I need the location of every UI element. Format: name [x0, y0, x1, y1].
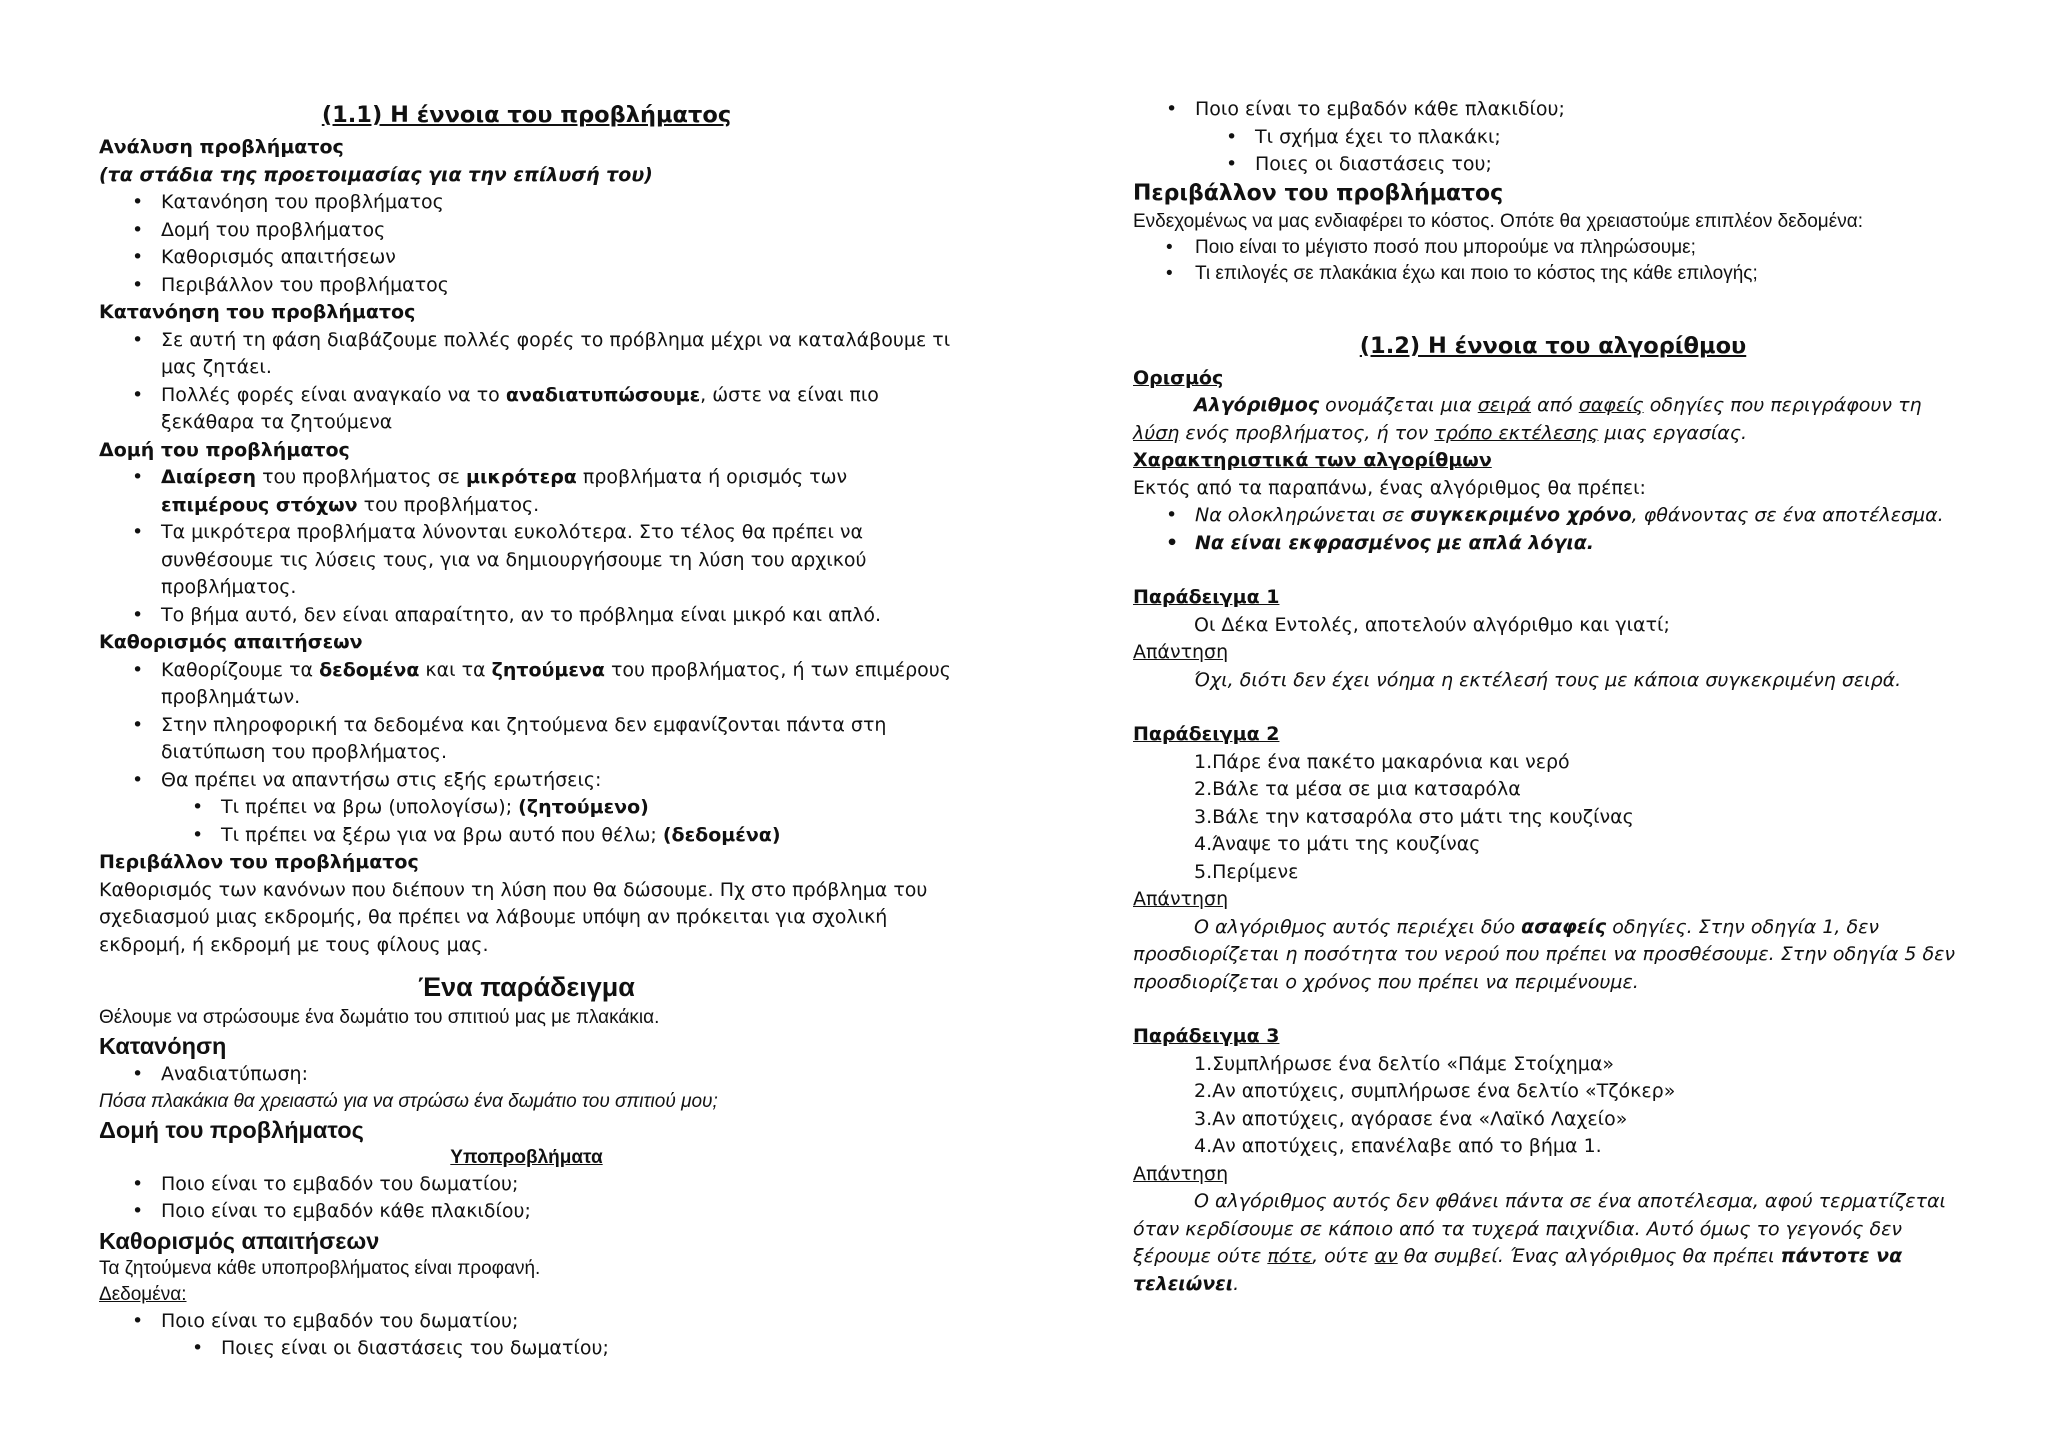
spacer: [1133, 557, 1973, 584]
text: .: [1233, 1272, 1240, 1295]
characteristics-heading: Χαρακτηριστικά των αλγορίθμων: [1133, 449, 1492, 471]
example-2-step: 1.Πάρε ένα πακέτο μακαρόνια και νερό: [1194, 750, 1570, 773]
text: και τα: [419, 658, 492, 681]
text: Ο αλγόριθμος αυτός δεν φθάνει πάντα σε ένα αποτέλεσμα, αφού τερματίζεται όταν κερδίσουμε σε κάποιο από τα τυχερά παιχνίδια. Αυτό όμως το γεγονός δεν ξέρουμε ούτε: [1133, 1190, 1946, 1267]
answer-label: Απάντηση: [1133, 888, 1229, 910]
example-3-step: 1.Συμπλήρωσε ένα δελτίο «Πάμε Στοίχημα»: [1194, 1052, 1614, 1075]
example-understanding-heading: Κατανόηση: [99, 1033, 227, 1059]
text: Ο αλγόριθμος αυτός περιέχει δύο: [1194, 915, 1522, 938]
subproblems-list: [99, 1171, 954, 1226]
example-2-answer: [1133, 914, 1973, 997]
bold-term: συγκεκριμένο χρόνο: [1410, 504, 1632, 526]
example-1-text: Οι Δέκα Εντολές, αποτελούν αλγόριθμο και γιατί;: [1194, 613, 1670, 636]
subproblems-heading: Υποπροβλήματα: [450, 1146, 603, 1168]
underlined-term: αν: [1374, 1245, 1398, 1267]
underlined-term: λύση: [1133, 421, 1180, 444]
list-item: [161, 382, 954, 437]
analysis-subheading: (τα στάδια της προετοιμασίας για την επίλυσή του): [99, 163, 653, 186]
text: οδηγίες που περιγράφουν τη: [1643, 394, 1922, 416]
analysis-heading: Ανάλυση προβλήματος: [99, 136, 344, 158]
example-2-step: 3.Βάλε την κατσαρόλα στο μάτι της κουζίνας: [1194, 805, 1634, 828]
understanding-list: [99, 327, 954, 437]
example-3-step: 4.Αν αποτύχεις, επανέλαβε από το βήμα 1.: [1194, 1135, 1602, 1157]
example-3-heading: Παράδειγμα 3: [1133, 1025, 1280, 1047]
text: ονομάζεται μια: [1319, 394, 1478, 416]
list-item: [161, 657, 954, 712]
bold-term: (ζητούμενο): [518, 796, 649, 818]
list-item: [161, 464, 954, 519]
list-item: • Ποιο είναι το μέγιστο ποσό που μπορούμε να πληρώσουμε;: [1195, 235, 1973, 261]
definition-heading: Ορισμός: [1133, 366, 1224, 389]
text: προβλήματα ή ορισμός των: [576, 466, 848, 488]
bold-term: (δεδομένα): [662, 823, 781, 846]
example-2-step: 4.Άναψε το μάτι της κουζίνας: [1194, 833, 1481, 855]
bold-term: επιμέρους στόχων: [161, 493, 358, 516]
example-2-step: 2.Βάλε τα μέσα σε μια κατσαρόλα: [1194, 778, 1521, 800]
example-structure-heading: Δομή του προβλήματος: [99, 1116, 364, 1143]
text: Τι πρέπει να βρω (υπολογίσω);: [221, 796, 519, 818]
section-title-1-2: (1.2) Η έννοια του αλγορίθμου: [1359, 332, 1747, 359]
list-item: • Να είναι εκφρασμένος με απλά λόγια.: [1195, 530, 1973, 558]
text: , ούτε: [1312, 1245, 1375, 1267]
text: του προβλήματος σε: [256, 466, 466, 488]
text: ενός προβλήματος, ή τον: [1179, 421, 1435, 444]
given-list: [99, 1308, 954, 1336]
structure-heading: Δομή του προβλήματος: [99, 438, 350, 461]
text: , φθάνοντας σε ένα αποτέλεσμα.: [1631, 504, 1944, 526]
spacer: [1133, 694, 1973, 721]
example-3-answer: [1133, 1188, 1973, 1298]
example-intro: Θέλουμε να στρώσουμε ένα δωμάτιο του σπιτιού μας με πλακάκια.: [99, 1007, 660, 1028]
requirements-text: Τα ζητούμενα κάθε υποπροβλήματος είναι προφανή.: [99, 1257, 541, 1279]
text: του προβλήματος, ή των επιμέρους προβλημάτων.: [161, 658, 951, 708]
list-item: • Τα μικρότερα προβλήματα λύνονται ευκολότερα. Στο τέλος θα πρέπει να συνθέσουμε τις λύσεις τους, για να δημιουργήσουμε τη λύση του αρχικού προβλήματος.: [161, 519, 954, 602]
list-item: • Τι σχήμα έχει το πλακάκι;: [1255, 124, 1973, 152]
list-item: • Αναδιατύπωση:: [161, 1061, 954, 1089]
bold-term: δεδομένα: [319, 658, 420, 681]
example-requirements-heading: Καθορισμός απαιτήσεων: [99, 1227, 380, 1254]
environment-list: [1133, 235, 1973, 287]
definition-text: [1133, 392, 1973, 447]
list-item: • Ποιο είναι το εμβαδόν κάθε πλακιδίου;: [161, 1198, 954, 1226]
bold-term: αναδιατυπώσουμε: [505, 383, 701, 406]
understanding-heading: Κατανόηση του προβλήματος: [99, 301, 416, 323]
underlined-term: σαφείς: [1578, 394, 1644, 416]
text: Καθορίζουμε τα: [161, 658, 320, 681]
stages-list: [99, 189, 954, 299]
list-item: • Ποιες οι διαστάσεις του;: [1255, 151, 1973, 179]
bold-term: πάντοτε να τελειώνει: [1133, 1245, 1903, 1295]
given-sub-list: [99, 1335, 954, 1363]
restate-text: Πόσα πλακάκια θα χρειαστώ για να στρώσω ένα δωμάτιο του σπιτιού μου;: [99, 1090, 718, 1112]
underlined-term: τρόπο εκτέλεσης: [1434, 421, 1599, 444]
answer-label: Απάντηση: [1133, 641, 1229, 663]
list-item: • Περιβάλλον του προβλήματος: [161, 272, 954, 300]
given-label: Δεδομένα:: [99, 1283, 187, 1305]
text: μιας εργασίας.: [1598, 421, 1748, 444]
example-environment-heading: Περιβάλλον του προβλήματος: [1133, 180, 1504, 206]
text: θα συμβεί. Ένας αλγόριθμος θα πρέπει: [1397, 1245, 1781, 1267]
underlined-term: σειρά: [1477, 394, 1532, 416]
tile-area-sub-list: [1133, 124, 1973, 179]
left-column: [99, 96, 954, 1363]
list-item: • Ποιο είναι το εμβαδόν του δωματίου;: [161, 1308, 954, 1336]
characteristics-intro: Εκτός από τα παραπάνω, ένας αλγόριθμος θα πρέπει:: [1133, 476, 1646, 499]
bold-term: ζητούμενα: [491, 658, 605, 681]
restate-list: [99, 1061, 954, 1089]
list-item: [221, 794, 954, 822]
example-3-step: 3.Αν αποτύχεις, αγόρασε ένα «Λαϊκό Λαχείο»: [1194, 1107, 1628, 1130]
list-item: • Ποιες είναι οι διαστάσεις του δωματίου;: [221, 1335, 954, 1363]
structure-list: [99, 464, 954, 629]
text: του προβλήματος.: [357, 493, 540, 516]
text: οδηγίες. Στην οδηγία 1, δεν προσδιορίζεται η ποσότητα του νερού που πρέπει να προσθέσουμε. Στην οδηγία 5 δεν προσδιορίζεται ο χρόνος που πρέπει να περιμένουμε.: [1133, 915, 1956, 993]
example-title: Ένα παράδειγμα: [418, 972, 635, 1002]
example-1-answer: Όχι, διότι δεν έχει νόημα η εκτέλεσή τους με κάποια συγκεκριμένη σειρά.: [1194, 668, 1902, 691]
bold-term: ασαφείς: [1521, 915, 1607, 938]
characteristics-list: [1133, 502, 1973, 557]
list-item: • Στην πληροφορική τα δεδομένα και ζητούμενα δεν εμφανίζονται πάντα στη διατύπωση του προβλήματος.: [161, 712, 954, 767]
example-2-step: 5.Περίμενε: [1194, 860, 1299, 883]
list-item: [1195, 502, 1973, 530]
list-item: • Ποιο είναι το εμβαδόν του δωματίου;: [161, 1171, 954, 1199]
environment-heading: Περιβάλλον του προβλήματος: [99, 851, 419, 873]
text: Να ολοκληρώνεται σε: [1195, 504, 1411, 526]
text: από: [1531, 394, 1579, 416]
example-1-heading: Παράδειγμα 1: [1133, 586, 1280, 608]
right-column: [1133, 96, 1973, 1298]
questions-list: [99, 794, 954, 849]
bold-term: μικρότερα: [465, 466, 577, 488]
bold-term: Διαίρεση: [161, 466, 257, 488]
list-item: [221, 822, 954, 850]
text: Πολλές φορές είναι αναγκαίο να το: [161, 383, 506, 406]
environment-text: Καθορισμός των κανόνων που διέπουν τη λύση που θα δώσουμε. Πχ στο πρόβλημα του σχεδιασμού μιας εκδρομής, θα πρέπει να λάβουμε υπόψη αν πρόκειται για σχολική εκδρομή, ή εκδρομή με τους φίλους μας.: [99, 878, 928, 956]
bold-term: Αλγόριθμος: [1194, 394, 1320, 416]
list-item: • Ποιο είναι το εμβαδόν κάθε πλακιδίου;: [1195, 96, 1973, 124]
list-item: • Σε αυτή τη φάση διαβάζουμε πολλές φορές το πρόβλημα μέχρι να καταλάβουμε τι μας ζητάει.: [161, 327, 954, 382]
list-item: • Κατανόηση του προβλήματος: [161, 189, 954, 217]
section-title-1-1: (1.1) Η έννοια του προβλήματος: [321, 102, 732, 128]
example-2-heading: Παράδειγμα 2: [1133, 723, 1280, 745]
list-item: • Καθορισμός απαιτήσεων: [161, 244, 954, 272]
spacer: [1133, 996, 1973, 1023]
requirements-heading: Καθορισμός απαιτήσεων: [99, 631, 363, 653]
underlined-term: πότε: [1267, 1245, 1313, 1267]
spacer: [1133, 287, 1973, 327]
text: Τι πρέπει να ξέρω για να βρω αυτό που θέλω;: [221, 823, 663, 846]
example-3-step: 2.Αν αποτύχεις, συμπλήρωσε ένα δελτίο «Τζόκερ»: [1194, 1080, 1676, 1102]
list-item: • Θα πρέπει να απαντήσω στις εξής ερωτήσεις:: [161, 767, 954, 795]
text: , ώστε να είναι πιο ξεκάθαρα τα ζητούμενα: [161, 383, 879, 433]
list-item: • Το βήμα αυτό, δεν είναι απαραίτητο, αν το πρόβλημα είναι μικρό και απλό.: [161, 602, 954, 630]
list-item: • Δομή του προβλήματος: [161, 217, 954, 245]
requirements-list: [99, 657, 954, 795]
tile-area-list: [1133, 96, 1973, 124]
answer-label: Απάντηση: [1133, 1162, 1229, 1185]
environment-text: Ενδεχομένως να μας ενδιαφέρει το κόστος. Οπότε θα χρειαστούμε επιπλέον δεδομένα:: [1133, 210, 1863, 232]
list-item: • Τι επιλογές σε πλακάκια έχω και ποιο το κόστος της κάθε επιλογής;: [1195, 261, 1973, 287]
